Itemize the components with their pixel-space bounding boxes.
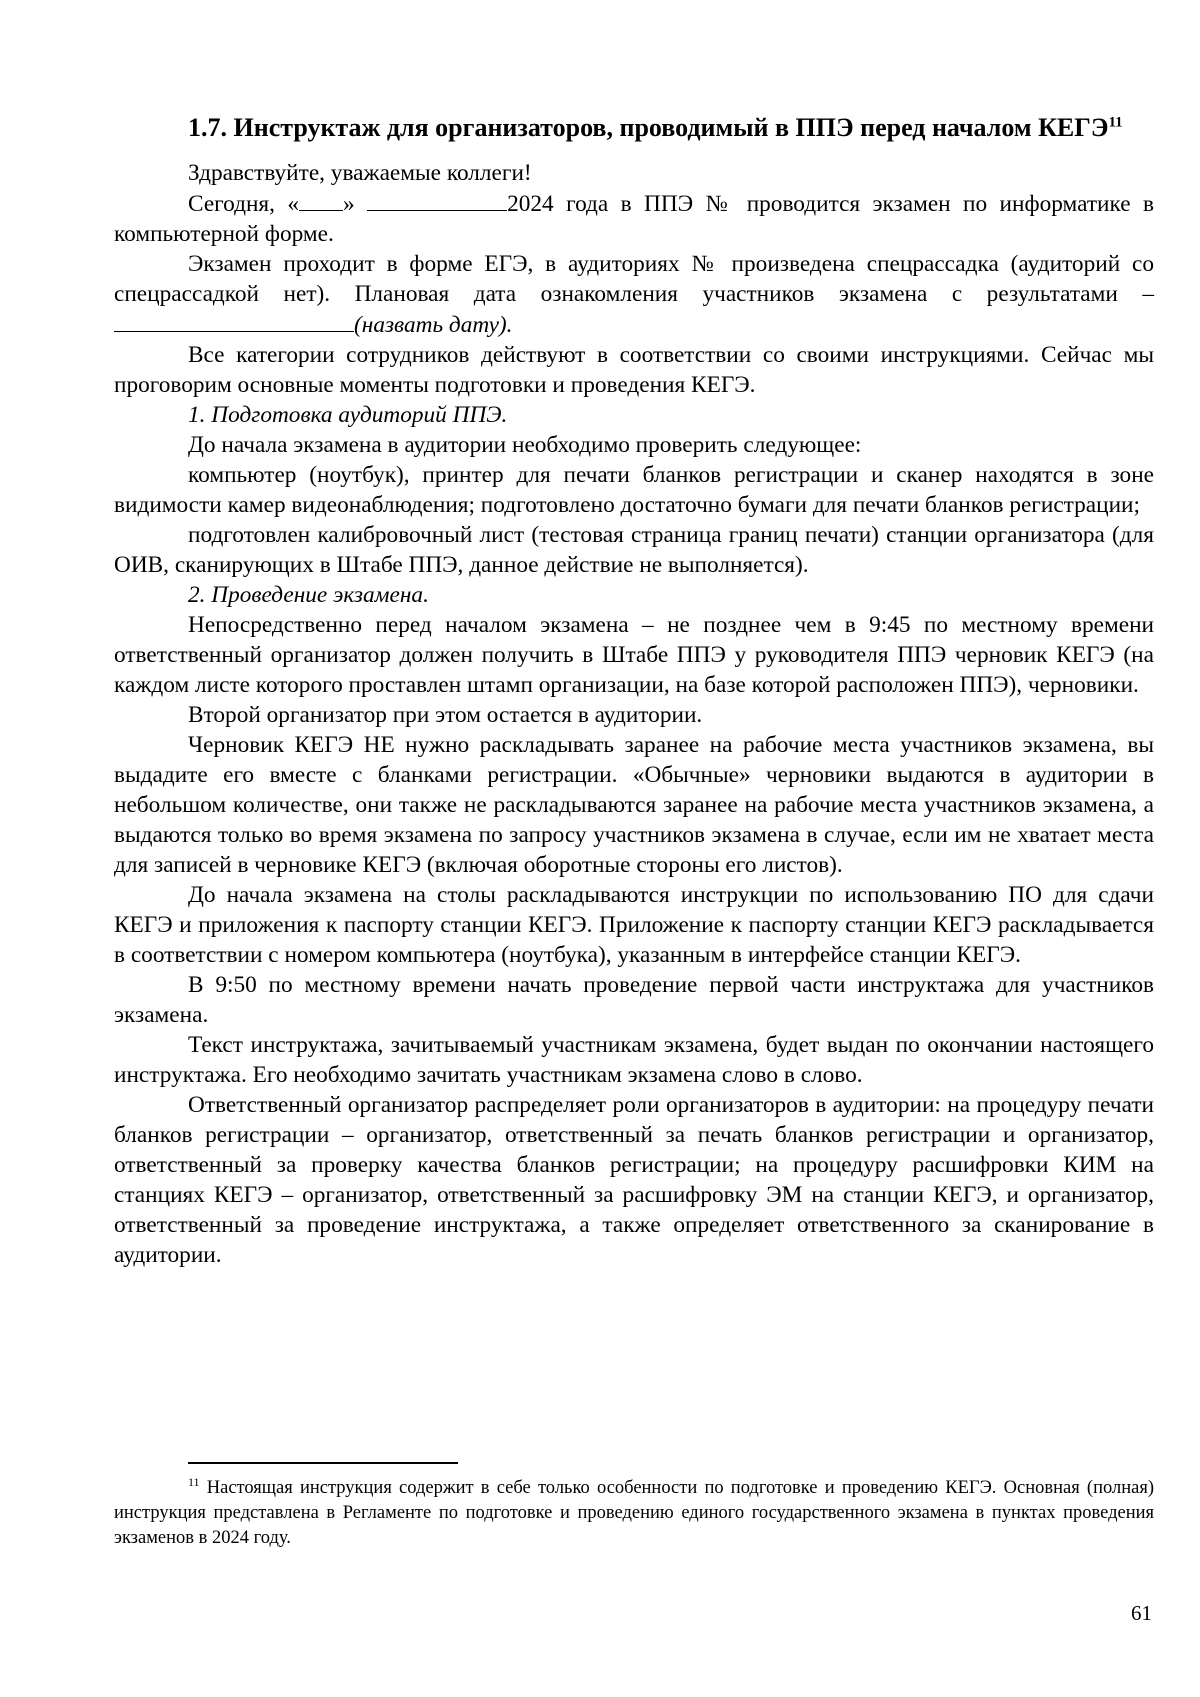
conduct-paragraph-5: В 9:50 по местному времени начать проведение первой части инструктажа для участников экзамена. <box>114 972 1154 1028</box>
result-date-blank <box>114 309 354 332</box>
footnote-marker: 11 <box>188 1474 200 1489</box>
footnote <box>114 1476 1154 1551</box>
conduct-paragraph-4: До начала экзамена на столы раскладываются инструкции по использованию ПО для сдачи КЕГЭ и приложения к паспорту станции КЕГЭ. Приложение к паспорту станции КЕГЭ раскладывается в соответствии с номером компьютера (ноутбука), указанным в интерфейсе станции КЕГЭ. <box>114 882 1154 968</box>
conduct-paragraph-6: Текст инструктажа, зачитываемый участникам экзамена, будет выдан по окончании настоящего инструктажа. Его необходимо зачитать участникам экзамена слово в слово. <box>114 1032 1154 1088</box>
month-blank <box>367 188 507 211</box>
conduct-paragraph-2: Второй организатор при этом остается в аудитории. <box>188 702 703 728</box>
date-mid: » <box>343 191 355 217</box>
date-text: 2024 года в ППЭ № проводится экзамен по информатике в компьютерной форме. <box>114 191 1154 247</box>
footnote-text: Настоящая инструкция содержит в себе только особенности по подготовке и проведению КЕГЭ. Основная (полная) инструкция представлена в Регламенте по подготовке и проведению единого государственного экзамена в пунктах проведения экзаменов в 2024 году. <box>114 1478 1154 1548</box>
conduct-paragraph-3: Черновик КЕГЭ НЕ нужно раскладывать заранее на рабочие места участников экзамена, вы выдадите его вместе с бланками регистрации. «Обычные» черновики выдаются в аудитории в небольшом количестве, они также не раскладываются заранее на рабочие места участников экзамена, а выдаются только во время экзамена по запросу участников экзамена в случае, если им не хватает места для записей в черновике КЕГЭ (включая оборотные стороны его листов). <box>114 732 1154 878</box>
footnote-separator <box>188 1462 458 1464</box>
exam-form-paragraph <box>114 249 1154 340</box>
day-blank <box>299 188 343 211</box>
exam-form-note: (назвать дату). <box>354 312 513 338</box>
subsection-preparation: 1. Подготовка аудиторий ППЭ. <box>188 402 508 428</box>
conduct-paragraph-1: Непосредственно перед началом экзамена – не позднее чем в 9:45 по местному времени ответственный организатор должен получить в Штабе ППЭ у руководителя ППЭ черновик КЕГЭ (на каждом листе которого проставлен штамп организации, на базе которой расположен ППЭ), черновики. <box>114 612 1154 698</box>
conduct-paragraph-7: Ответственный организатор распределяет роли организаторов в аудитории: на процедуру печати бланков регистрации – организатор, ответственный за печать бланков регистрации и организатор, ответственный за проверку качества бланков регистрации; на процедуру расшифровки КИМ на станциях КЕГЭ – организатор, ответственный за расшифровку ЭМ на станции КЕГЭ, и организатор, ответственный за проведение инструктажа, а также определяет ответственного за сканирование в аудитории. <box>114 1092 1154 1268</box>
greeting-paragraph: Здравствуйте, уважаемые коллеги! <box>188 160 532 186</box>
main-content <box>114 112 1154 1270</box>
date-prefix: Сегодня, « <box>188 191 300 217</box>
check-item-calibration: подготовлен калибровочный лист (тестовая страница границ печати) станции организатора (для ОИВ, сканирующих в Штабе ППЭ, данное действие не выполняется). <box>114 522 1154 578</box>
exam-form-text: Экзамен проходит в форме ЕГЭ, в аудиториях № произведена спецрассадка (аудиторий со спецрассадкой нет). Плановая дата ознакомления участников экзамена с результатами – <box>114 251 1154 307</box>
section-title: 1.7. Инструктаж для организаторов, проводимый в ППЭ перед началом КЕГЭ <box>188 113 1109 142</box>
page-number: 61 <box>1131 1601 1152 1625</box>
subsection-conduct: 2. Проведение экзамена. <box>188 582 429 608</box>
section-heading <box>114 112 1154 144</box>
footnote-reference: 11 <box>1108 114 1123 131</box>
check-item-equipment: компьютер (ноутбук), принтер для печати бланков регистрации и сканер находятся в зоне видимости камер видеонаблюдения; подготовлено достаточно бумаги для печати бланков регистрации; <box>114 462 1154 518</box>
categories-paragraph: Все категории сотрудников действуют в соответствии со своими инструкциями. Сейчас мы проговорим основные моменты подготовки и проведения КЕГЭ. <box>114 342 1154 398</box>
exam-date-paragraph <box>114 188 1154 249</box>
check-intro-paragraph: До начала экзамена в аудитории необходимо проверить следующее: <box>188 432 862 458</box>
